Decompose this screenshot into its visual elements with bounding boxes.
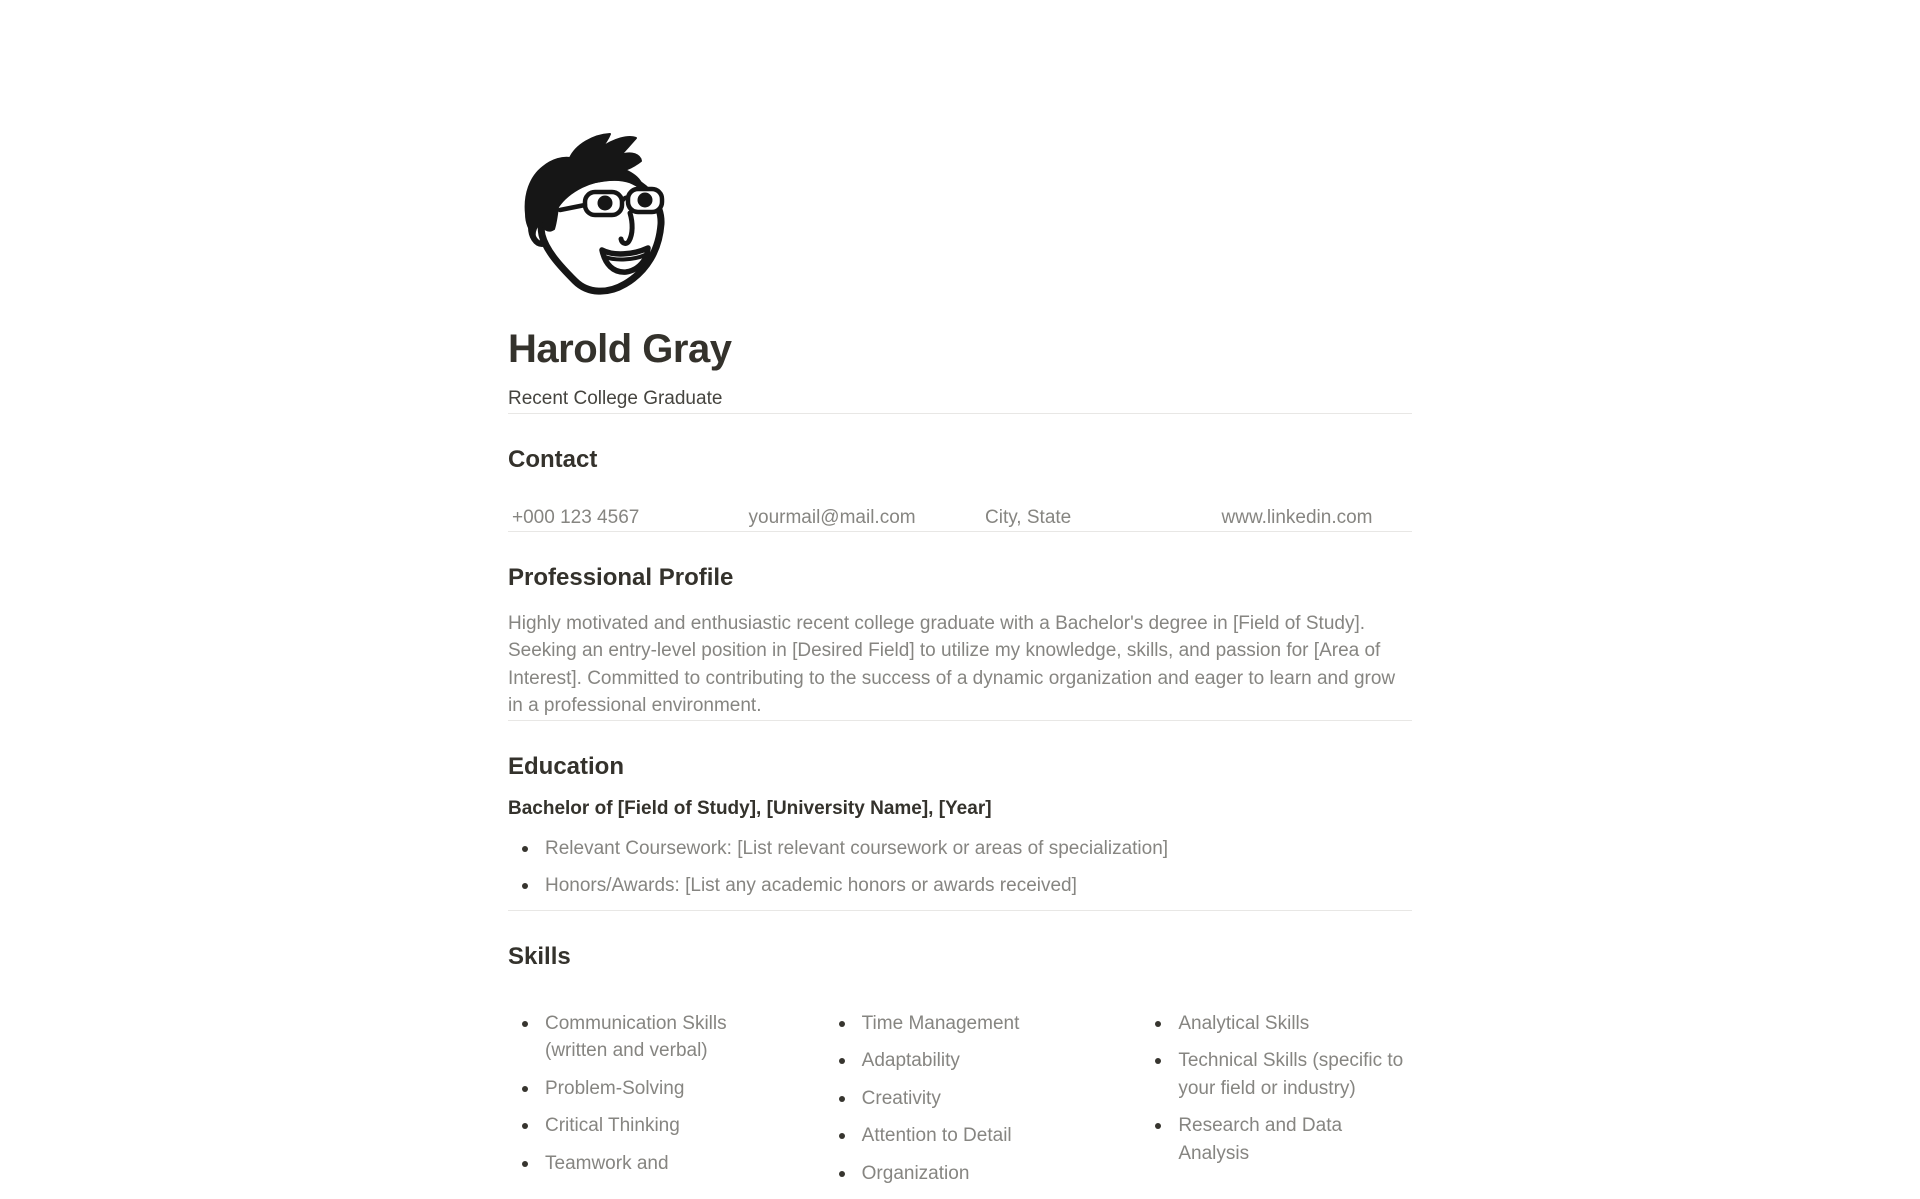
contact-heading: Contact xyxy=(508,445,598,473)
contact-section xyxy=(508,444,1412,533)
list-item: Teamwork and xyxy=(508,1150,779,1178)
skills-columns xyxy=(508,1010,1412,1198)
list-item: Analytical Skills xyxy=(1141,1010,1412,1038)
person-role-subtitle: Recent College Graduate xyxy=(508,388,723,409)
avatar-right-eye xyxy=(638,193,653,208)
contact-phone: +000 123 4567 xyxy=(512,506,640,528)
list-item: Creativity xyxy=(825,1085,1096,1113)
education-section xyxy=(508,751,1412,911)
list-item: Relevant Coursework: [List relevant coursework or areas of specialization] xyxy=(508,835,1412,863)
contact-email[interactable]: yourmail@mail.com xyxy=(748,506,916,528)
list-item: Problem-Solving xyxy=(508,1075,779,1103)
divider xyxy=(508,531,1412,532)
resume-page xyxy=(508,0,1412,1198)
skills-section xyxy=(508,941,1412,1198)
list-item: Communication Skills (written and verbal) xyxy=(508,1010,779,1065)
list-item: Adaptability xyxy=(825,1047,1096,1075)
list-item: Critical Thinking xyxy=(508,1112,779,1140)
skills-column-3 xyxy=(1141,1010,1412,1198)
skills-column-1 xyxy=(508,1010,779,1198)
contact-location: City, State xyxy=(985,506,1072,528)
education-bullet-list xyxy=(508,835,1412,900)
contact-row xyxy=(508,505,1412,532)
education-degree: Bachelor of [Field of Study], [University Name], [Year] xyxy=(508,797,992,819)
skills-column-2 xyxy=(825,1010,1096,1198)
professional-profile-section xyxy=(508,562,1412,720)
list-item: Attention to Detail xyxy=(825,1122,1096,1150)
divider xyxy=(508,910,1412,911)
list-item: Research and Data Analysis xyxy=(1141,1112,1412,1167)
professional-profile-heading: Professional Profile xyxy=(508,564,734,592)
contact-website[interactable]: www.linkedin.com xyxy=(1221,506,1373,528)
avatar-left-eye xyxy=(598,196,613,211)
avatar-illustration-icon xyxy=(498,117,698,307)
list-item: Honors/Awards: [List any academic honors or awards received] xyxy=(508,872,1412,900)
professional-profile-text: Highly motivated and enthusiastic recent college graduate with a Bachelor's degree in [Field of Study]. Seeking an entry-level position in [Desired Field] to utilize my knowledge, skills, and passion for [Area of Interest]. Committed to contributing to the success of a dynamic organization and eager to learn and grow in a professional environment. xyxy=(508,612,1396,717)
education-heading: Education xyxy=(508,752,625,780)
divider xyxy=(508,720,1412,721)
list-item: Technical Skills (specific to your field or industry) xyxy=(1141,1047,1412,1102)
divider xyxy=(508,413,1412,414)
skills-heading: Skills xyxy=(508,942,571,970)
page-title: Harold Gray xyxy=(508,327,732,371)
list-item: Organization xyxy=(825,1160,1096,1188)
list-item: Time Management xyxy=(825,1010,1096,1038)
